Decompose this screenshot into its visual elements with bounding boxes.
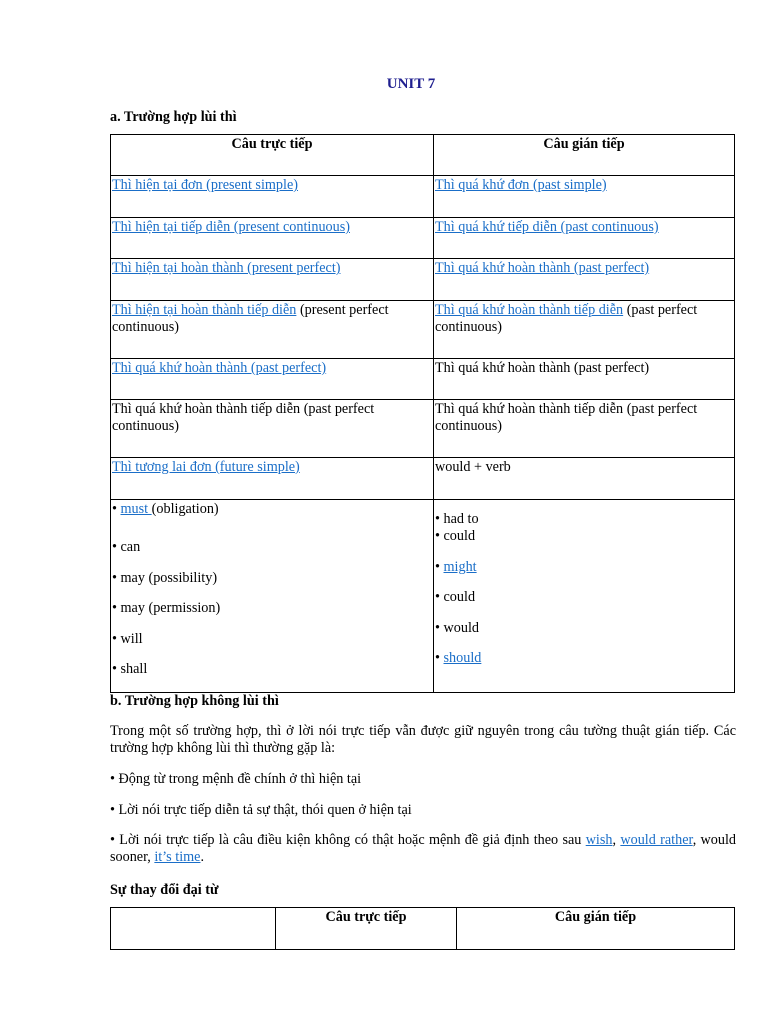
- pronoun-table: [110, 907, 735, 950]
- section-b-bullet-2: • Lời nói trực tiếp diễn tả sự thật, thói quen ở hiện tại: [110, 802, 412, 818]
- modal-should-bullet: •: [435, 650, 444, 666]
- modals-direct-cell: [111, 500, 434, 693]
- row-7-indirect: would + verb: [434, 458, 735, 500]
- row-2-direct: [111, 218, 434, 259]
- link-future-simple[interactable]: Thì tương lai đơn (future simple): [112, 459, 300, 475]
- row-4-direct: [111, 301, 434, 359]
- header-indirect: Câu gián tiếp: [434, 135, 735, 176]
- row-4-direct-rest: (present perfect continuous): [112, 302, 389, 335]
- modal-might-bullet: •: [435, 558, 444, 575]
- link-present-simple[interactable]: Thì hiện tại đơn (present simple): [112, 177, 298, 193]
- modal-must: [112, 501, 432, 539]
- link-its-time[interactable]: it’s time: [154, 849, 201, 865]
- pronoun-heading: Sự thay đổi đại từ: [110, 882, 219, 898]
- modal-could-1: • could: [435, 528, 476, 544]
- modal-must-rest: (obligation): [151, 501, 219, 517]
- modal-had-to: • had to: [435, 511, 479, 527]
- bullet-3-sep-1: ,: [612, 832, 621, 848]
- link-past-simple[interactable]: Thì quá khứ đơn (past simple): [435, 177, 607, 193]
- link-past-perfect-continuous[interactable]: Thì quá khứ hoàn thành tiếp diễn: [435, 302, 624, 318]
- link-present-perfect-continuous[interactable]: Thì hiện tại hoàn thành tiếp diễn: [112, 302, 297, 318]
- page-title: UNIT 7: [386, 76, 436, 92]
- row-5-direct: [111, 359, 434, 400]
- link-past-perfect[interactable]: Thì quá khứ hoàn thành (past perfect): [435, 260, 650, 276]
- bullet-3-text: • Lời nói trực tiếp là câu điều kiện không có thật hoặc mệnh đề giả định theo sau: [110, 832, 586, 848]
- section-a-heading: a. Trường hợp lùi thì: [110, 109, 237, 125]
- link-past-perfect-2[interactable]: Thì quá khứ hoàn thành (past perfect): [112, 360, 327, 376]
- row-6-direct: Thì quá khứ hoàn thành tiếp diễn (past perfect continuous): [111, 400, 434, 458]
- row-1-indirect: [434, 176, 735, 218]
- row-5-indirect: Thì quá khứ hoàn thành (past perfect): [434, 359, 735, 400]
- modals-indirect-cell: [434, 500, 735, 693]
- pronoun-header-empty: [111, 908, 276, 950]
- link-might[interactable]: might: [443, 558, 477, 575]
- row-6-indirect: Thì quá khứ hoàn thành tiếp diễn (past perfect continuous): [434, 400, 735, 458]
- link-present-perfect[interactable]: Thì hiện tại hoàn thành (present perfect): [112, 260, 341, 276]
- row-3-indirect: [434, 259, 735, 301]
- tense-table: [110, 134, 735, 693]
- row-2-indirect: [434, 218, 735, 259]
- modals-direct-list: [112, 501, 432, 692]
- row-1-direct: [111, 176, 434, 218]
- section-b-heading: b. Trường hợp không lùi thì: [110, 693, 279, 709]
- section-b-bullet-1: • Động từ trong mệnh đề chính ở thì hiện tại: [110, 771, 362, 787]
- link-should[interactable]: should: [443, 650, 482, 666]
- modal-may-permission: • may (permission): [112, 600, 221, 616]
- modal-would: • would: [435, 619, 479, 636]
- pronoun-header-direct: Câu trực tiếp: [276, 908, 457, 950]
- section-b-bullet-3: [110, 832, 736, 866]
- link-wish[interactable]: wish: [585, 832, 613, 848]
- modal-shall: • shall: [112, 661, 148, 677]
- modals-indirect-list: [435, 501, 733, 681]
- bullet-3-sep-2: , would sooner,: [110, 832, 737, 865]
- link-past-continuous[interactable]: Thì quá khứ tiếp diễn (past continuous): [435, 219, 659, 235]
- modal-will: • will: [112, 630, 143, 647]
- pronoun-header-indirect: Câu gián tiếp: [457, 908, 735, 950]
- link-would-rather[interactable]: would rather: [620, 832, 693, 848]
- row-3-direct: [111, 259, 434, 301]
- row-7-direct: [111, 458, 434, 500]
- modal-must-bullet: •: [112, 501, 121, 517]
- modal-should: [435, 650, 733, 681]
- bullet-3-end: .: [200, 849, 205, 865]
- modal-could-2: • could: [435, 589, 476, 605]
- modal-can: • can: [112, 539, 141, 555]
- modal-might: [435, 559, 733, 590]
- row-4-indirect-rest: (past perfect continuous): [435, 302, 698, 335]
- link-must[interactable]: must: [120, 501, 152, 517]
- header-direct: Câu trực tiếp: [111, 135, 434, 176]
- modal-may-possibility: • may (possibility): [112, 569, 218, 586]
- row-4-indirect: [434, 301, 735, 359]
- section-b-intro: Trong một số trường hợp, thì ở lời nói trực tiếp vẫn được giữ nguyên trong câu tường thuật gián tiếp. Các trường hợp không lùi thì thường gặp là:: [110, 723, 736, 756]
- link-present-continuous[interactable]: Thì hiện tại tiếp diễn (present continuous): [112, 219, 350, 235]
